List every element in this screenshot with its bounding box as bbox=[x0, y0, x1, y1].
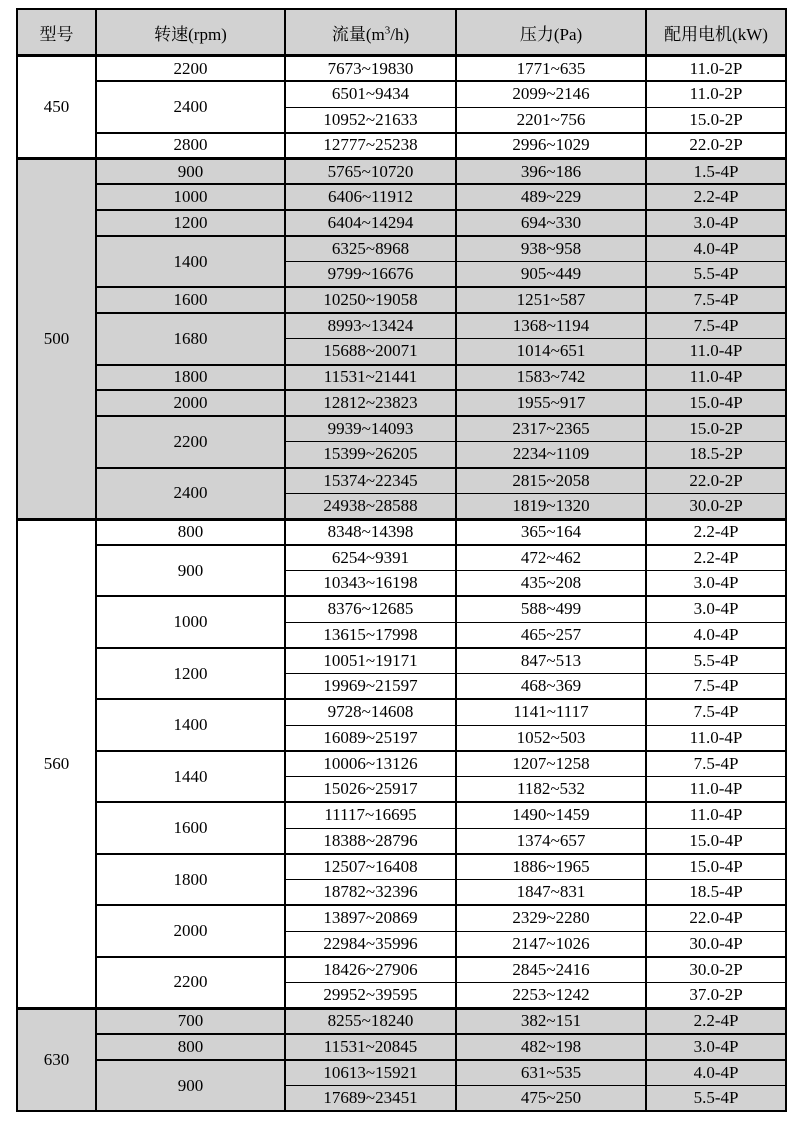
pressure-cell: 365~164 bbox=[456, 519, 646, 545]
table-row bbox=[17, 648, 786, 674]
table-row bbox=[17, 133, 786, 159]
motor-cell: 22.0-2P bbox=[646, 468, 786, 494]
motor-cell: 11.0-2P bbox=[646, 56, 786, 82]
flow-cell: 15688~20071 bbox=[285, 339, 456, 365]
motor-cell: 11.0-4P bbox=[646, 802, 786, 828]
motor-cell: 18.5-2P bbox=[646, 442, 786, 468]
table-row bbox=[17, 905, 786, 931]
table-row bbox=[17, 416, 786, 442]
motor-cell: 7.5-4P bbox=[646, 751, 786, 777]
flow-cell: 12812~23823 bbox=[285, 390, 456, 416]
pressure-cell: 468~369 bbox=[456, 674, 646, 700]
motor-cell: 15.0-4P bbox=[646, 390, 786, 416]
table-row bbox=[17, 159, 786, 185]
model-cell: 450 bbox=[17, 56, 96, 159]
motor-cell: 22.0-4P bbox=[646, 905, 786, 931]
motor-cell: 3.0-4P bbox=[646, 571, 786, 597]
flow-cell: 11531~20845 bbox=[285, 1034, 456, 1060]
flow-cell: 10952~21633 bbox=[285, 107, 456, 133]
rpm-cell: 800 bbox=[96, 1034, 285, 1060]
table-row bbox=[17, 81, 786, 107]
pressure-cell: 2815~2058 bbox=[456, 468, 646, 494]
flow-cell: 18782~32396 bbox=[285, 880, 456, 906]
motor-cell: 2.2-4P bbox=[646, 519, 786, 545]
rpm-cell: 1600 bbox=[96, 802, 285, 854]
flow-cell: 18426~27906 bbox=[285, 957, 456, 983]
flow-cell: 8348~14398 bbox=[285, 519, 456, 545]
flow-cell: 15374~22345 bbox=[285, 468, 456, 494]
table-row bbox=[17, 184, 786, 210]
table-row bbox=[17, 545, 786, 571]
pressure-cell: 489~229 bbox=[456, 184, 646, 210]
flow-cell: 13615~17998 bbox=[285, 622, 456, 648]
pressure-cell: 1141~1117 bbox=[456, 699, 646, 725]
flow-cell: 10051~19171 bbox=[285, 648, 456, 674]
flow-cell: 22984~35996 bbox=[285, 931, 456, 957]
flow-cell: 6406~11912 bbox=[285, 184, 456, 210]
table-row bbox=[17, 802, 786, 828]
pressure-cell: 1771~635 bbox=[456, 56, 646, 82]
pressure-cell: 2147~1026 bbox=[456, 931, 646, 957]
pressure-cell: 482~198 bbox=[456, 1034, 646, 1060]
flow-cell: 6404~14294 bbox=[285, 210, 456, 236]
table-header bbox=[17, 9, 786, 56]
flow-cell: 6254~9391 bbox=[285, 545, 456, 571]
flow-cell: 10613~15921 bbox=[285, 1060, 456, 1086]
pressure-cell: 2329~2280 bbox=[456, 905, 646, 931]
motor-cell: 3.0-4P bbox=[646, 596, 786, 622]
table-row bbox=[17, 313, 786, 339]
flow-cell: 16089~25197 bbox=[285, 725, 456, 751]
pressure-cell: 1182~532 bbox=[456, 777, 646, 803]
flow-cell: 19969~21597 bbox=[285, 674, 456, 700]
pressure-cell: 2845~2416 bbox=[456, 957, 646, 983]
rpm-cell: 900 bbox=[96, 1060, 285, 1112]
pressure-cell: 475~250 bbox=[456, 1086, 646, 1112]
motor-cell: 3.0-4P bbox=[646, 1034, 786, 1060]
motor-cell: 7.5-4P bbox=[646, 674, 786, 700]
flow-cell: 8993~13424 bbox=[285, 313, 456, 339]
flow-cell: 11117~16695 bbox=[285, 802, 456, 828]
motor-cell: 30.0-2P bbox=[646, 493, 786, 519]
pressure-cell: 1490~1459 bbox=[456, 802, 646, 828]
pressure-cell: 2201~756 bbox=[456, 107, 646, 133]
rpm-cell: 1200 bbox=[96, 648, 285, 700]
motor-cell: 37.0-2P bbox=[646, 983, 786, 1009]
flow-cell: 24938~28588 bbox=[285, 493, 456, 519]
flow-cell: 8255~18240 bbox=[285, 1008, 456, 1034]
flow-cell: 8376~12685 bbox=[285, 596, 456, 622]
model-cell: 560 bbox=[17, 519, 96, 1008]
rpm-cell: 900 bbox=[96, 159, 285, 185]
motor-cell: 2.2-4P bbox=[646, 545, 786, 571]
flow-cell: 29952~39595 bbox=[285, 983, 456, 1009]
rpm-cell: 2400 bbox=[96, 81, 285, 133]
rpm-cell: 1680 bbox=[96, 313, 285, 365]
flow-cell: 6501~9434 bbox=[285, 81, 456, 107]
table-row bbox=[17, 751, 786, 777]
flow-cell: 11531~21441 bbox=[285, 365, 456, 391]
motor-cell: 15.0-4P bbox=[646, 854, 786, 880]
table-row bbox=[17, 854, 786, 880]
header-flow-sup: 3 bbox=[384, 23, 391, 36]
motor-cell: 11.0-4P bbox=[646, 777, 786, 803]
motor-cell: 2.2-4P bbox=[646, 1008, 786, 1034]
rpm-cell: 2000 bbox=[96, 390, 285, 416]
motor-cell: 11.0-2P bbox=[646, 81, 786, 107]
table-row bbox=[17, 468, 786, 494]
rpm-cell: 2200 bbox=[96, 957, 285, 1009]
pressure-cell: 2996~1029 bbox=[456, 133, 646, 159]
table-row bbox=[17, 56, 786, 82]
flow-cell: 9939~14093 bbox=[285, 416, 456, 442]
pressure-cell: 396~186 bbox=[456, 159, 646, 185]
pressure-cell: 1052~503 bbox=[456, 725, 646, 751]
pressure-cell: 1207~1258 bbox=[456, 751, 646, 777]
flow-cell: 5765~10720 bbox=[285, 159, 456, 185]
motor-cell: 11.0-4P bbox=[646, 365, 786, 391]
pressure-cell: 694~330 bbox=[456, 210, 646, 236]
pressure-cell: 588~499 bbox=[456, 596, 646, 622]
table-row bbox=[17, 365, 786, 391]
flow-cell: 12777~25238 bbox=[285, 133, 456, 159]
pressure-cell: 472~462 bbox=[456, 545, 646, 571]
rpm-cell: 700 bbox=[96, 1008, 285, 1034]
rpm-cell: 1800 bbox=[96, 854, 285, 906]
pressure-cell: 1886~1965 bbox=[456, 854, 646, 880]
rpm-cell: 2000 bbox=[96, 905, 285, 957]
motor-cell: 22.0-2P bbox=[646, 133, 786, 159]
motor-cell: 7.5-4P bbox=[646, 313, 786, 339]
pressure-cell: 1583~742 bbox=[456, 365, 646, 391]
flow-cell: 15399~26205 bbox=[285, 442, 456, 468]
pressure-cell: 1374~657 bbox=[456, 828, 646, 854]
flow-cell: 10250~19058 bbox=[285, 287, 456, 313]
motor-cell: 1.5-4P bbox=[646, 159, 786, 185]
pressure-cell: 1014~651 bbox=[456, 339, 646, 365]
table-row bbox=[17, 1060, 786, 1086]
table-row bbox=[17, 1034, 786, 1060]
pressure-cell: 1955~917 bbox=[456, 390, 646, 416]
flow-cell: 6325~8968 bbox=[285, 236, 456, 262]
table-row bbox=[17, 287, 786, 313]
model-cell: 500 bbox=[17, 159, 96, 520]
table-row bbox=[17, 210, 786, 236]
flow-cell: 9799~16676 bbox=[285, 262, 456, 288]
pressure-cell: 847~513 bbox=[456, 648, 646, 674]
pressure-cell: 2099~2146 bbox=[456, 81, 646, 107]
motor-cell: 18.5-4P bbox=[646, 880, 786, 906]
pressure-cell: 2253~1242 bbox=[456, 983, 646, 1009]
header-flow-post: /h) bbox=[390, 24, 410, 44]
table-row bbox=[17, 957, 786, 983]
model-cell: 630 bbox=[17, 1008, 96, 1111]
spec-table-body bbox=[17, 56, 786, 1112]
pressure-cell: 1251~587 bbox=[456, 287, 646, 313]
motor-cell: 30.0-4P bbox=[646, 931, 786, 957]
flow-cell: 13897~20869 bbox=[285, 905, 456, 931]
motor-cell: 15.0-2P bbox=[646, 107, 786, 133]
header-model: 型号 bbox=[17, 9, 96, 56]
header-row bbox=[17, 9, 786, 56]
rpm-cell: 1800 bbox=[96, 365, 285, 391]
rpm-cell: 2400 bbox=[96, 468, 285, 520]
header-speed: 转速(rpm) bbox=[96, 9, 285, 56]
motor-cell: 5.5-4P bbox=[646, 648, 786, 674]
rpm-cell: 1440 bbox=[96, 751, 285, 803]
motor-cell: 7.5-4P bbox=[646, 287, 786, 313]
rpm-cell: 1600 bbox=[96, 287, 285, 313]
flow-cell: 9728~14608 bbox=[285, 699, 456, 725]
pressure-cell: 435~208 bbox=[456, 571, 646, 597]
rpm-cell: 800 bbox=[96, 519, 285, 545]
pressure-cell: 1847~831 bbox=[456, 880, 646, 906]
pressure-cell: 465~257 bbox=[456, 622, 646, 648]
pressure-cell: 2317~2365 bbox=[456, 416, 646, 442]
pressure-cell: 2234~1109 bbox=[456, 442, 646, 468]
rpm-cell: 2200 bbox=[96, 416, 285, 468]
header-flow-pre: 流量(m bbox=[331, 24, 385, 44]
motor-cell: 15.0-2P bbox=[646, 416, 786, 442]
flow-cell: 10006~13126 bbox=[285, 751, 456, 777]
header-flow bbox=[285, 9, 456, 56]
table-row bbox=[17, 390, 786, 416]
header-pressure: 压力(Pa) bbox=[456, 9, 646, 56]
motor-cell: 7.5-4P bbox=[646, 699, 786, 725]
flow-cell: 10343~16198 bbox=[285, 571, 456, 597]
header-motor: 配用电机(kW) bbox=[646, 9, 786, 56]
flow-cell: 17689~23451 bbox=[285, 1086, 456, 1112]
table-row bbox=[17, 1008, 786, 1034]
rpm-cell: 900 bbox=[96, 545, 285, 597]
pressure-cell: 631~535 bbox=[456, 1060, 646, 1086]
pressure-cell: 905~449 bbox=[456, 262, 646, 288]
table-row bbox=[17, 236, 786, 262]
rpm-cell: 1400 bbox=[96, 699, 285, 751]
motor-cell: 15.0-4P bbox=[646, 828, 786, 854]
flow-cell: 7673~19830 bbox=[285, 56, 456, 82]
motor-cell: 3.0-4P bbox=[646, 210, 786, 236]
motor-cell: 11.0-4P bbox=[646, 725, 786, 751]
motor-cell: 4.0-4P bbox=[646, 236, 786, 262]
table-row bbox=[17, 596, 786, 622]
motor-cell: 30.0-2P bbox=[646, 957, 786, 983]
rpm-cell: 2800 bbox=[96, 133, 285, 159]
pressure-cell: 938~958 bbox=[456, 236, 646, 262]
table-row bbox=[17, 699, 786, 725]
pressure-cell: 1368~1194 bbox=[456, 313, 646, 339]
motor-cell: 5.5-4P bbox=[646, 262, 786, 288]
rpm-cell: 2200 bbox=[96, 56, 285, 82]
pressure-cell: 1819~1320 bbox=[456, 493, 646, 519]
table-row bbox=[17, 519, 786, 545]
fan-spec-table bbox=[16, 8, 787, 1112]
motor-cell: 5.5-4P bbox=[646, 1086, 786, 1112]
motor-cell: 11.0-4P bbox=[646, 339, 786, 365]
rpm-cell: 1200 bbox=[96, 210, 285, 236]
motor-cell: 4.0-4P bbox=[646, 622, 786, 648]
rpm-cell: 1000 bbox=[96, 184, 285, 210]
flow-cell: 15026~25917 bbox=[285, 777, 456, 803]
motor-cell: 2.2-4P bbox=[646, 184, 786, 210]
pressure-cell: 382~151 bbox=[456, 1008, 646, 1034]
motor-cell: 4.0-4P bbox=[646, 1060, 786, 1086]
flow-cell: 18388~28796 bbox=[285, 828, 456, 854]
rpm-cell: 1400 bbox=[96, 236, 285, 288]
flow-cell: 12507~16408 bbox=[285, 854, 456, 880]
rpm-cell: 1000 bbox=[96, 596, 285, 648]
